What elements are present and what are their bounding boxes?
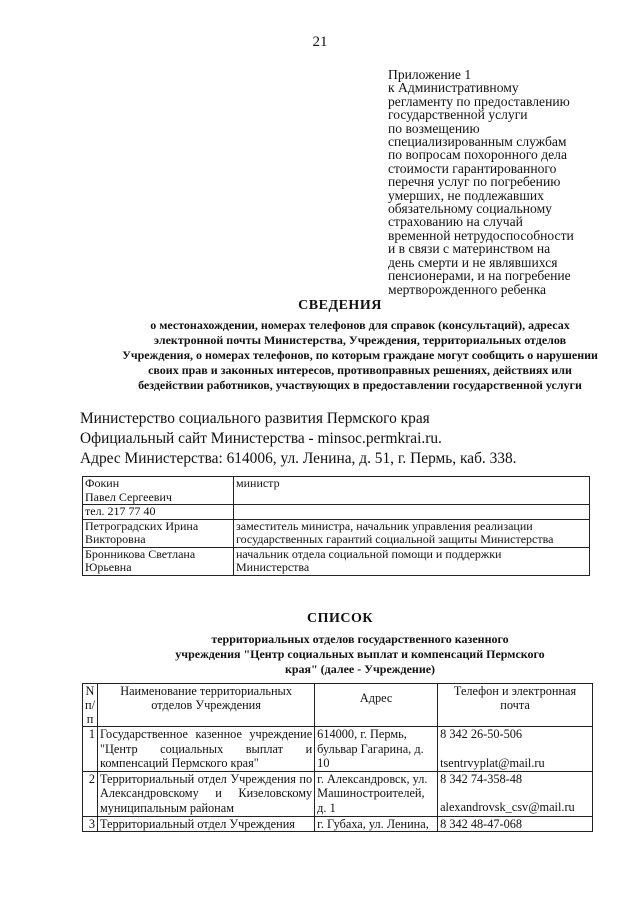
header-contact-line: Телефон и электронная: [453, 684, 577, 698]
appendix-line: мертворожденного ребенка: [388, 281, 547, 297]
contact-surname: Фокин: [85, 476, 120, 490]
contact-role: Министерства: [236, 560, 310, 574]
contact-role-cell: [234, 547, 590, 575]
contact-row: [83, 519, 590, 547]
subtitle-line: о местонахождении, номерах телефонов для справок (консультаций), адресах: [150, 318, 570, 332]
contact-phone-row: [83, 505, 590, 520]
appendix-line: день смерти и не являвшихся: [388, 254, 558, 270]
contact-name-cell: [83, 519, 234, 547]
table-row: [83, 816, 593, 832]
ministry-website: Официальный сайт Министерства - minsoc.permkrai.ru.: [80, 430, 442, 447]
appendix-line: обязательному социальному: [388, 201, 552, 217]
contacts-table: [82, 476, 590, 576]
row-num: 2: [83, 771, 98, 816]
header-num-line: п/п: [85, 698, 95, 726]
contact-role-cell: [234, 519, 590, 547]
row-num: 1: [83, 727, 98, 772]
row-email[interactable]: tsentrvyplat@mail.ru: [440, 755, 545, 770]
row-address: г. Губаха, ул. Ленина,: [315, 816, 438, 832]
header-num: [83, 684, 98, 727]
appendix-line: регламенту по предоставлению: [388, 93, 570, 109]
appendix-block: [388, 68, 620, 296]
appendix-line: к Административному: [388, 80, 519, 96]
subtitle-line: Учреждения, о номерах телефонов, по которым граждане могут сообщить о нарушении: [122, 348, 598, 362]
ministry-info: [80, 409, 517, 469]
contact-role-cell: [234, 477, 590, 505]
svedeniya-subtitle: [60, 318, 640, 393]
subtitle-line: края" (далее - Учреждение): [284, 662, 436, 676]
header-name: [98, 684, 315, 727]
row-phone: 8 342 48-47-068: [440, 816, 523, 831]
contact-role: государственных гарантий социальной защиты Министерства: [236, 532, 554, 546]
header-name-line: отделов Учреждения: [151, 698, 261, 712]
contact-role: заместитель министра, начальник управления реализации: [236, 518, 533, 533]
appendix-line: государственной услуги: [388, 107, 528, 123]
table-row: [83, 771, 593, 816]
appendix-line: временной нетрудоспособности: [388, 227, 574, 243]
contact-given-name: Юрьевна: [85, 560, 132, 574]
row-contact: [438, 727, 593, 772]
row-phone: 8 342 26-50-506: [440, 727, 523, 741]
row-address: г. Александровск, ул. Машиностроителей, д. 1: [315, 771, 438, 816]
appendix-line: пенсионерами, и на погребение: [388, 268, 571, 284]
subtitle-line: электронной почты Министерства, Учреждения, территориальных отделов: [153, 333, 567, 347]
table-header-row: [83, 684, 593, 727]
contact-given-name: Викторовна: [85, 532, 146, 546]
appendix-line: страхованию на случай: [388, 214, 523, 230]
appendix-line: Приложение 1: [388, 67, 472, 82]
header-name-line: Наименование территориальных: [120, 684, 292, 698]
branches-table: [82, 683, 593, 832]
ministry-name: Министерство социального развития Пермского края: [80, 410, 430, 427]
header-contact: [438, 684, 593, 727]
spisok-title: СПИСОК: [306, 611, 374, 626]
header-num-line: N: [85, 684, 95, 698]
svedeniya-title: СВЕДЕНИЯ: [298, 298, 382, 313]
appendix-line: стоимости гарантированного: [388, 160, 557, 176]
contact-phone: тел. 217 77 40: [83, 505, 234, 520]
ministry-address: Адрес Министерства: 614006, ул. Ленина, д. 51, г. Пермь, каб. 338.: [80, 450, 517, 467]
row-name: Государственное казенное учреждение "Центр социальных выплат и компенсаций Пермского края": [98, 727, 315, 772]
contact-surname: Бронникова Светлана: [85, 546, 196, 561]
appendix-line: по вопросам похоронного дела: [388, 147, 567, 163]
contact-name-cell: [83, 477, 234, 505]
row-num: 3: [83, 816, 98, 832]
contact-empty-cell: [234, 505, 590, 520]
appendix-line: специализированным службам: [388, 134, 567, 150]
row-phone: 8 342 74-358-48: [440, 771, 523, 786]
contact-role: министр: [236, 476, 280, 490]
contact-role: начальник отдела социальной помощи и поддержки: [236, 546, 502, 561]
row-name: Территориальный отдел Учреждения по Александровскому и Кизеловскому муниципальным районам: [98, 771, 315, 816]
spisok-subtitle: [80, 632, 640, 677]
appendix-line: умерших, не подлежавших: [388, 187, 544, 203]
subtitle-line: бездействии работников, участвующих в предоставлении государственной услуги: [138, 378, 582, 392]
table-row: [83, 727, 593, 772]
row-name: Территориальный отдел Учреждения: [98, 816, 315, 832]
subtitle-line: территориальных отделов государственного казенного: [211, 632, 509, 646]
row-contact: [438, 816, 593, 832]
page-number: 21: [312, 34, 328, 50]
contact-row: [83, 477, 590, 505]
appendix-line: перечня услуг по погребению: [388, 174, 561, 190]
contact-given-name: Павел Сергеевич: [85, 489, 172, 504]
row-email[interactable]: alexandrovsk_csv@mail.ru: [440, 800, 575, 815]
subtitle-line: своих прав и законных интересов, противоправных решениях, действиях или: [148, 363, 572, 377]
appendix-line: по возмещению: [388, 120, 480, 136]
row-address: 614000, г. Пермь, бульвар Гагарина, д. 10: [315, 727, 438, 772]
header-contact-line: почта: [500, 698, 530, 712]
header-address: Адрес: [315, 684, 438, 727]
row-contact: [438, 771, 593, 816]
subtitle-line: учреждения "Центр социальных выплат и компенсаций Пермского: [175, 647, 545, 661]
appendix-line: и в связи с материнством на: [388, 241, 551, 257]
contact-name-cell: [83, 547, 234, 575]
contact-surname: Петроградских Ирина: [85, 518, 199, 533]
contact-row: [83, 547, 590, 575]
